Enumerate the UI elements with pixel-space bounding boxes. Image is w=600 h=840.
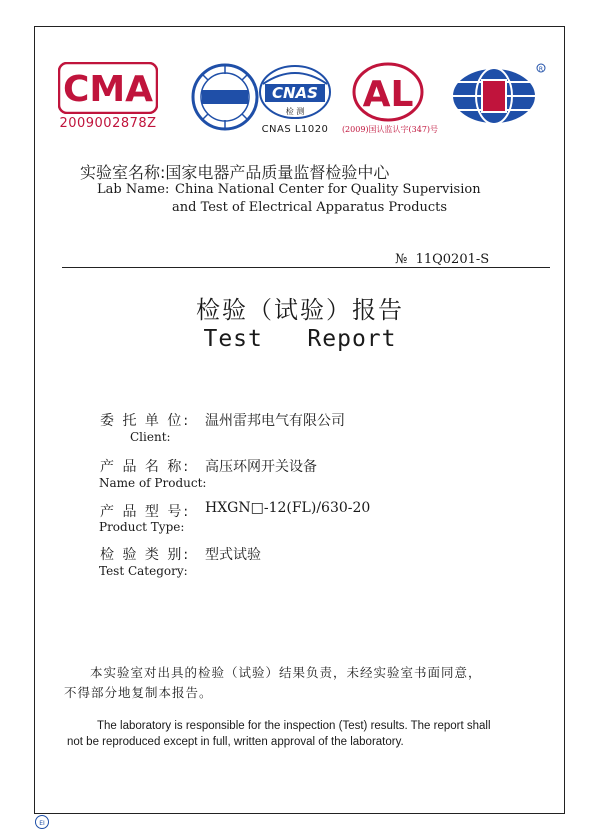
lab-name-en-line1: [97, 182, 481, 197]
report-title-cn: 检验（试验）报告: [196, 296, 404, 324]
cnas-code: CNAS L1020: [261, 124, 329, 135]
corner-stamp-icon: [34, 814, 50, 830]
svg-text:R: R: [538, 66, 544, 73]
notice-en-line2: not be reproduced except in full, written approval of the laboratory.: [67, 736, 404, 748]
test-category-label-cn: 检 验 类 别:: [100, 547, 191, 563]
product-type-label-en: Product Type:: [99, 520, 185, 534]
notice-cn-line1: 本实验室对出具的检验（试验）结果负责，未经实验室书面同意，: [90, 665, 482, 680]
lab-name-en-line2: and Test of Electrical Apparatus Products: [172, 200, 448, 215]
client-value: 温州雷邦电气有限公司: [205, 413, 345, 429]
report-number-prefix: №: [395, 252, 408, 267]
product-type-label-cn: 产 品 型 号:: [100, 504, 191, 520]
header-divider: [62, 267, 550, 268]
lab-name-value-cn: 国家电器产品质量监督检验中心: [165, 163, 390, 182]
report-number: [395, 252, 489, 267]
product-name-label-en: Name of Product:: [99, 476, 207, 490]
report-number-value: 11Q0201-S: [415, 252, 490, 267]
test-category-value: 型式试验: [205, 547, 261, 563]
notice-cn-line2: 不得部分地复制本报告。: [64, 685, 213, 700]
report-title-en: Test Report: [203, 326, 397, 352]
ilac-mra-logo: [190, 62, 260, 132]
client-label-cn: 委 托 单 位:: [100, 413, 191, 429]
product-name-label-cn: 产 品 名 称:: [100, 459, 191, 475]
lab-name-value-en-1: China National Center for Quality Supervision: [175, 182, 481, 197]
cma-logo-text: CMA: [62, 69, 154, 110]
product-name-value: 高压环网开关设备: [205, 459, 317, 475]
cnas-logo-text: CNAS: [272, 84, 318, 102]
notice-en-line1: The laboratory is responsible for the inspection (Test) results. The report shall: [97, 720, 491, 732]
lab-name-label-cn: 实验室名称:: [80, 163, 166, 182]
cma-logo: [58, 62, 158, 114]
client-label-en: Client:: [130, 430, 171, 444]
product-type-value: HXGN□-12(FL)/630-20: [205, 500, 371, 516]
cqc-globe-logo: [446, 62, 546, 126]
test-category-label-en: Test Category:: [99, 564, 188, 578]
lab-name-cn: [80, 160, 389, 183]
corner-mark-text: EI: [39, 820, 45, 827]
cnas-sub-text: 检 测: [285, 107, 305, 116]
cnas-logo: [255, 64, 335, 124]
cal-caption: (2009)国认监认字(347)号: [341, 125, 439, 134]
cal-logo-text: AL: [362, 74, 414, 115]
lab-name-label-en: Lab Name:: [97, 182, 170, 197]
cma-number: 2009002878Z: [59, 116, 157, 131]
cal-logo: [350, 62, 426, 122]
